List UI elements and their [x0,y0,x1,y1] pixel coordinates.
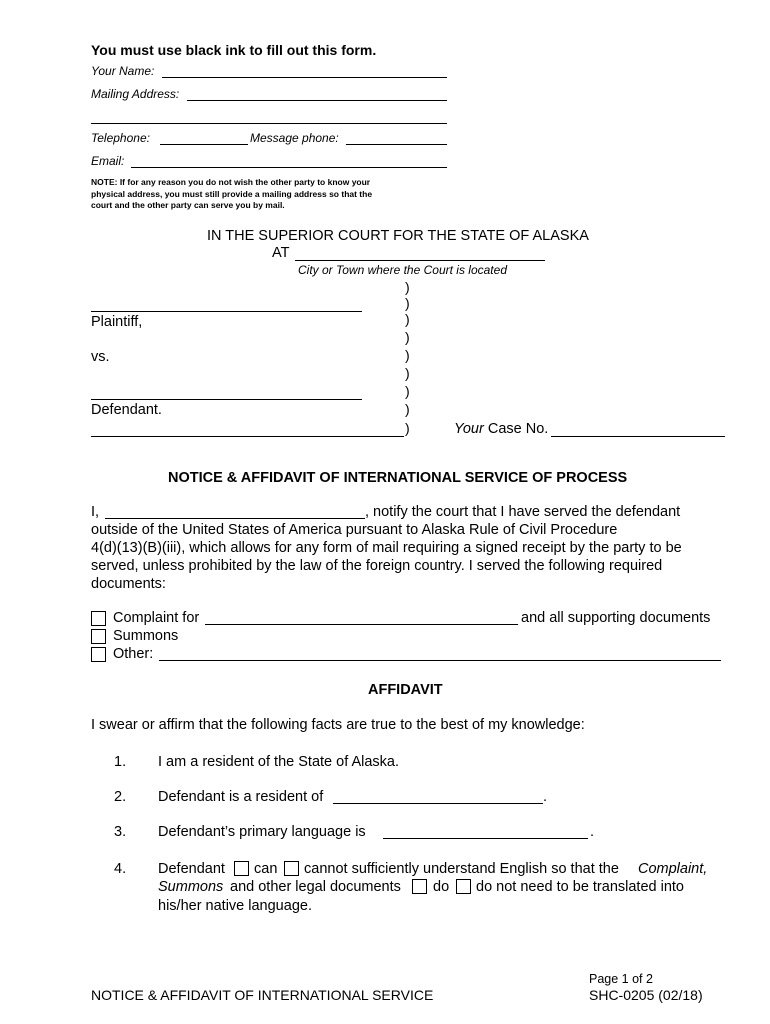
do-not-checkbox[interactable] [456,879,471,894]
notice-i-label: I, [91,504,100,520]
other-checkbox[interactable] [91,647,106,662]
caption-paren: ) [405,279,410,295]
note-line2: physical address, you must still provide a mailing address so that the [91,188,373,199]
footer-form-title: NOTICE & AFFIDAVIT OF INTERNATIONAL SERVICE [91,987,434,1003]
item4-summons: Summons [158,879,224,895]
city-caption: City or Town where the Court is located [298,263,507,277]
notice-line3: 4(d)(13)(B)(iii), which allows for any form of mail requiring a signed receipt by the party to be [91,540,682,556]
notice-line1-tail: , notify the court that I have served the defendant [365,504,681,520]
telephone-field[interactable] [160,144,248,145]
your-label: Your [454,421,484,437]
affidavit-item-number: 1. [114,754,127,770]
complaint-tail: and all supporting documents [521,610,711,626]
note-label: NOTE: [91,177,118,187]
cannot-checkbox[interactable] [284,861,299,876]
item4-line3: his/her native language. [158,898,312,914]
plaintiff-label: Plaintiff, [91,314,143,330]
summons-label: Summons [113,628,179,644]
affidavit-item-text: Defendant’s primary language is [158,824,366,840]
defendant-residence-field[interactable] [333,803,543,804]
caption-paren: ) [405,311,410,327]
server-name-field[interactable] [105,518,365,519]
complaint-label: Complaint for [113,610,200,626]
case-number-label [454,421,548,437]
caption-paren: ) [405,347,410,363]
item4-do-not: do not need to be translated into [476,879,684,895]
other-label: Other: [113,646,154,662]
mailing-address-field[interactable] [187,100,447,101]
affidavit-item-number: 2. [114,789,127,805]
email-label: Email: [91,154,125,168]
form-number: SHC-0205 (02/18) [589,987,703,1003]
note-line3: court and the other party can serve you by mail. [91,200,285,210]
item4-and-other: and other legal documents [230,879,401,895]
item4-defendant: Defendant [158,861,225,877]
notice-line2: outside of the United States of America pursuant to Alaska Rule of Civil Procedure [91,522,618,538]
vs-label: vs. [91,349,110,365]
item4-cannot: cannot sufficiently understand English so that the [304,861,619,877]
complaint-for-field[interactable] [205,624,518,625]
affidavit-item-tail: . [590,824,595,840]
plaintiff-name-field[interactable] [91,311,362,312]
page-number: Page 1 of 2 [589,972,653,986]
mailing-address-field-line2[interactable] [91,123,447,124]
affidavit-item-text: Defendant is a resident of [158,789,324,805]
caption-paren: ) [405,295,410,311]
affidavit-item-tail: . [543,789,548,805]
your-name-field[interactable] [162,77,447,78]
message-phone-label: Message phone: [250,131,339,145]
message-phone-field[interactable] [346,144,447,145]
caption-paren: ) [405,401,410,417]
defendant-name-field[interactable] [91,399,362,400]
note-line1: If for any reason you do not wish the other party to know your [117,177,371,187]
caption-paren: ) [405,420,410,436]
court-city-field[interactable] [295,260,545,261]
item4-do: do [433,879,450,895]
caption-paren: ) [405,365,410,381]
can-checkbox[interactable] [234,861,249,876]
case-no-label: Case No. [487,421,549,437]
item4-complaint: Complaint, [638,861,708,877]
notice-line5: documents: [91,576,166,592]
affidavit-intro: I swear or affirm that the following facts are true to the best of my knowledge: [91,717,585,733]
affidavit-title: AFFIDAVIT [368,682,443,698]
defendant-label: Defendant. [91,402,162,418]
affidavit-item-number: 4. [114,861,127,877]
affidavit-item-number: 3. [114,824,127,840]
case-number-field[interactable] [551,436,725,437]
notice-title: NOTICE & AFFIDAVIT OF INTERNATIONAL SERVICE OF PROCESS [168,470,628,486]
caption-paren: ) [405,383,410,399]
other-field[interactable] [159,660,721,661]
item4-can: can [254,861,278,877]
at-label: AT [272,245,290,261]
caption-paren: ) [405,329,410,345]
your-name-label: Your Name: [91,64,155,78]
email-field[interactable] [131,167,447,168]
primary-language-field[interactable] [383,838,588,839]
summons-checkbox[interactable] [91,629,106,644]
mailing-address-label: Mailing Address: [91,87,180,101]
notice-line4: served, unless prohibited by the law of the foreign country. I served the following required [91,558,663,574]
ink-notice: You must use black ink to fill out this form. [91,42,377,58]
telephone-label: Telephone: [91,131,150,145]
address-note [91,177,451,212]
do-checkbox[interactable] [412,879,427,894]
defendant-name-field-line2[interactable] [91,436,404,437]
affidavit-item-text: I am a resident of the State of Alaska. [158,754,399,770]
court-title: IN THE SUPERIOR COURT FOR THE STATE OF ALASKA [207,228,589,244]
complaint-checkbox[interactable] [91,611,106,626]
